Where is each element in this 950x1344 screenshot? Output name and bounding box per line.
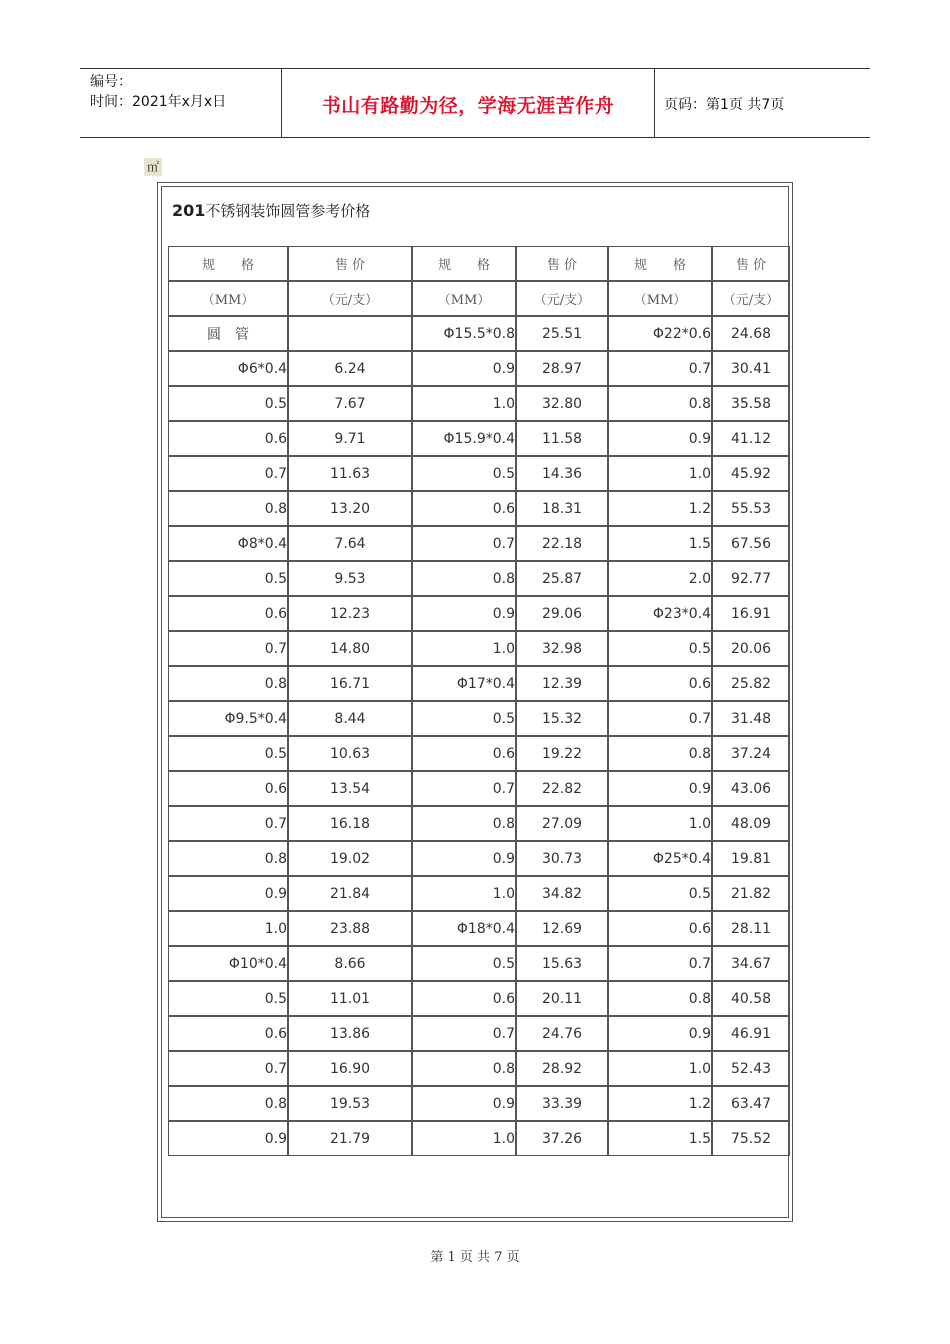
spec-cell: 0.8: [608, 736, 712, 771]
price-cell: 30.73: [516, 841, 608, 876]
page-header: [80, 68, 870, 138]
spec-cell: 1.0: [608, 806, 712, 841]
spec-cell: 1.0: [412, 876, 516, 911]
price-cell: 40.58: [712, 981, 790, 1016]
spec-cell: Φ18*0.4: [412, 911, 516, 946]
spec-cell: 0.7: [412, 771, 516, 806]
price-cell: 28.92: [516, 1051, 608, 1086]
price-cell: 37.26: [516, 1121, 608, 1156]
spec-cell: 0.8: [412, 806, 516, 841]
spec-cell: 0.6: [168, 421, 288, 456]
price-cell: 35.58: [712, 386, 790, 421]
spec-cell: 0.8: [412, 1051, 516, 1086]
spec-cell: 1.2: [608, 1086, 712, 1121]
price-cell: 52.43: [712, 1051, 790, 1086]
table-row: [168, 526, 790, 561]
price-cell: 14.36: [516, 456, 608, 491]
spec-cell: 0.9: [608, 421, 712, 456]
spec-cell: 0.8: [412, 561, 516, 596]
table-row: [168, 1086, 790, 1121]
time-label: 时间：2021年x月x日: [90, 94, 227, 110]
table-row: [168, 701, 790, 736]
price-cell: 48.09: [712, 806, 790, 841]
header-spec: 规 格: [412, 246, 516, 281]
spec-cell: 0.6: [168, 771, 288, 806]
spec-cell: 0.8: [608, 981, 712, 1016]
price-cell: 8.66: [288, 946, 412, 981]
price-cell: 67.56: [712, 526, 790, 561]
table-row: [168, 1051, 790, 1086]
table-header-row: [168, 246, 790, 281]
spec-cell: 1.0: [168, 911, 288, 946]
spec-cell: 0.7: [412, 526, 516, 561]
price-cell: 22.18: [516, 526, 608, 561]
spec-cell: 1.0: [412, 1121, 516, 1156]
header-price: 售 价: [288, 246, 412, 281]
price-cell: 12.23: [288, 596, 412, 631]
price-cell: 45.92: [712, 456, 790, 491]
spec-cell: 0.6: [608, 666, 712, 701]
header-divider: [654, 69, 655, 137]
table-row: [168, 981, 790, 1016]
spec-cell: 0.8: [168, 491, 288, 526]
price-cell: 29.06: [516, 596, 608, 631]
price-cell: 75.52: [712, 1121, 790, 1156]
price-cell: 33.39: [516, 1086, 608, 1121]
header-price: 售 价: [516, 246, 608, 281]
spec-cell: 0.6: [608, 911, 712, 946]
spec-cell: 0.9: [412, 1086, 516, 1121]
price-cell: 25.82: [712, 666, 790, 701]
spec-cell: Φ8*0.4: [168, 526, 288, 561]
unit-spec: （MM）: [412, 281, 516, 316]
price-cell: 16.18: [288, 806, 412, 841]
price-cell: 46.91: [712, 1016, 790, 1051]
price-cell: 15.63: [516, 946, 608, 981]
price-cell: 10.63: [288, 736, 412, 771]
price-cell: 22.82: [516, 771, 608, 806]
price-cell: 19.53: [288, 1086, 412, 1121]
table-row: [168, 946, 790, 981]
table-row: [168, 631, 790, 666]
header-spec: 规 格: [168, 246, 288, 281]
price-cell: 27.09: [516, 806, 608, 841]
spec-cell: 0.8: [168, 1086, 288, 1121]
price-cell: 19.02: [288, 841, 412, 876]
spec-cell: 0.8: [168, 666, 288, 701]
table-row: [168, 911, 790, 946]
unit-spec: （MM）: [608, 281, 712, 316]
spec-cell: 0.6: [412, 981, 516, 1016]
spec-cell: 0.5: [412, 456, 516, 491]
spec-cell: 0.7: [168, 456, 288, 491]
spec-cell: 1.5: [608, 1121, 712, 1156]
spec-cell: 1.0: [412, 631, 516, 666]
price-cell: 43.06: [712, 771, 790, 806]
spec-cell: Φ10*0.4: [168, 946, 288, 981]
spec-cell: 0.6: [168, 596, 288, 631]
table-title-text: 不锈钢装饰圆管参考价格: [205, 202, 371, 220]
spec-cell: 0.5: [168, 981, 288, 1016]
spec-cell: 0.9: [608, 1016, 712, 1051]
spec-cell: 0.7: [608, 351, 712, 386]
price-cell: 19.81: [712, 841, 790, 876]
price-cell: 32.98: [516, 631, 608, 666]
spec-cell: Φ17*0.4: [412, 666, 516, 701]
price-cell: 21.84: [288, 876, 412, 911]
spec-cell: 0.6: [412, 491, 516, 526]
spec-cell: 1.2: [608, 491, 712, 526]
table-row: [168, 666, 790, 701]
spec-cell: 0.9: [608, 771, 712, 806]
table-title: [172, 200, 370, 221]
spec-cell: 0.7: [608, 701, 712, 736]
price-cell: 12.69: [516, 911, 608, 946]
unit-price: （元/支）: [712, 281, 790, 316]
header-spec: 规 格: [608, 246, 712, 281]
price-cell: 11.63: [288, 456, 412, 491]
price-cell: 28.97: [516, 351, 608, 386]
table-row: [168, 316, 790, 351]
spec-cell: 0.7: [608, 946, 712, 981]
spec-cell: 0.7: [168, 631, 288, 666]
spec-cell: 0.5: [608, 631, 712, 666]
price-cell: 63.47: [712, 1086, 790, 1121]
spec-cell: 0.5: [412, 701, 516, 736]
price-cell: 8.44: [288, 701, 412, 736]
price-cell: 13.86: [288, 1016, 412, 1051]
price-cell: 37.24: [712, 736, 790, 771]
table-row: [168, 351, 790, 386]
spec-cell: 2.0: [608, 561, 712, 596]
price-cell: 24.76: [516, 1016, 608, 1051]
header-motto: 书山有路勤为径，学海无涯苦作舟: [321, 95, 615, 117]
spec-cell: 0.9: [412, 596, 516, 631]
price-cell: 19.22: [516, 736, 608, 771]
price-table: [168, 246, 790, 1156]
price-cell: 25.51: [516, 316, 608, 351]
spec-cell: Φ23*0.4: [608, 596, 712, 631]
price-cell: 34.67: [712, 946, 790, 981]
table-title-number: 201: [172, 201, 206, 220]
table-row: [168, 561, 790, 596]
price-cell: 6.24: [288, 351, 412, 386]
price-cell: 15.32: [516, 701, 608, 736]
header-meta: [90, 72, 280, 112]
price-cell: 20.11: [516, 981, 608, 1016]
spec-cell: Φ6*0.4: [168, 351, 288, 386]
price-cell: 11.58: [516, 421, 608, 456]
spec-cell: Φ22*0.6: [608, 316, 712, 351]
price-cell: 41.12: [712, 421, 790, 456]
price-cell: 30.41: [712, 351, 790, 386]
price-cell: 13.20: [288, 491, 412, 526]
unit-spec: （MM）: [168, 281, 288, 316]
spec-cell: 0.7: [168, 1051, 288, 1086]
table-row: [168, 596, 790, 631]
spec-cell: 0.5: [168, 736, 288, 771]
spec-cell: 0.9: [412, 841, 516, 876]
price-cell: 31.48: [712, 701, 790, 736]
spec-cell: 圆 管: [168, 316, 288, 351]
price-cell: 14.80: [288, 631, 412, 666]
price-cell: 24.68: [712, 316, 790, 351]
spec-cell: 0.8: [168, 841, 288, 876]
table-row: [168, 876, 790, 911]
table-row: [168, 771, 790, 806]
table-row: [168, 491, 790, 526]
table-row: [168, 421, 790, 456]
spec-cell: 1.5: [608, 526, 712, 561]
table-row: [168, 386, 790, 421]
price-cell: 55.53: [712, 491, 790, 526]
spec-cell: 0.5: [412, 946, 516, 981]
spec-cell: 0.5: [168, 386, 288, 421]
spec-cell: 1.0: [608, 1051, 712, 1086]
table-row: [168, 456, 790, 491]
price-cell: 18.31: [516, 491, 608, 526]
page-info: 页码：第1页 共7页: [664, 97, 785, 113]
spec-cell: Φ15.5*0.8: [412, 316, 516, 351]
price-cell: 16.91: [712, 596, 790, 631]
unit-price: （元/支）: [516, 281, 608, 316]
table-row: [168, 1016, 790, 1051]
spec-cell: 0.9: [168, 1121, 288, 1156]
spec-cell: 0.9: [168, 876, 288, 911]
price-cell: 7.67: [288, 386, 412, 421]
spec-cell: 0.6: [412, 736, 516, 771]
page-footer: 第 1 页 共 7 页: [430, 1250, 520, 1265]
spec-cell: 1.0: [412, 386, 516, 421]
price-cell: 25.87: [516, 561, 608, 596]
price-cell: [288, 316, 412, 351]
price-cell: 20.06: [712, 631, 790, 666]
price-cell: 11.01: [288, 981, 412, 1016]
spec-cell: 0.7: [168, 806, 288, 841]
price-cell: 28.11: [712, 911, 790, 946]
price-cell: 32.80: [516, 386, 608, 421]
price-cell: 7.64: [288, 526, 412, 561]
price-cell: 21.79: [288, 1121, 412, 1156]
price-cell: 12.39: [516, 666, 608, 701]
price-cell: 9.53: [288, 561, 412, 596]
price-cell: 13.54: [288, 771, 412, 806]
unit-mark: ㎡: [144, 158, 162, 176]
spec-cell: 1.0: [608, 456, 712, 491]
spec-cell: 0.7: [412, 1016, 516, 1051]
price-cell: 23.88: [288, 911, 412, 946]
spec-cell: Φ15.9*0.4: [412, 421, 516, 456]
price-cell: 16.90: [288, 1051, 412, 1086]
table-row: [168, 806, 790, 841]
price-cell: 92.77: [712, 561, 790, 596]
spec-cell: 0.9: [412, 351, 516, 386]
price-cell: 9.71: [288, 421, 412, 456]
table-row: [168, 1121, 790, 1156]
header-price: 售 价: [712, 246, 790, 281]
spec-cell: 0.6: [168, 1016, 288, 1051]
spec-cell: Φ9.5*0.4: [168, 701, 288, 736]
table-unit-row: [168, 281, 790, 316]
price-cell: 21.82: [712, 876, 790, 911]
unit-price: （元/支）: [288, 281, 412, 316]
code-label: 编号：: [90, 74, 132, 90]
spec-cell: 0.8: [608, 386, 712, 421]
table-row: [168, 841, 790, 876]
spec-cell: Φ25*0.4: [608, 841, 712, 876]
price-cell: 16.71: [288, 666, 412, 701]
table-row: [168, 736, 790, 771]
price-cell: 34.82: [516, 876, 608, 911]
spec-cell: 0.5: [608, 876, 712, 911]
spec-cell: 0.5: [168, 561, 288, 596]
